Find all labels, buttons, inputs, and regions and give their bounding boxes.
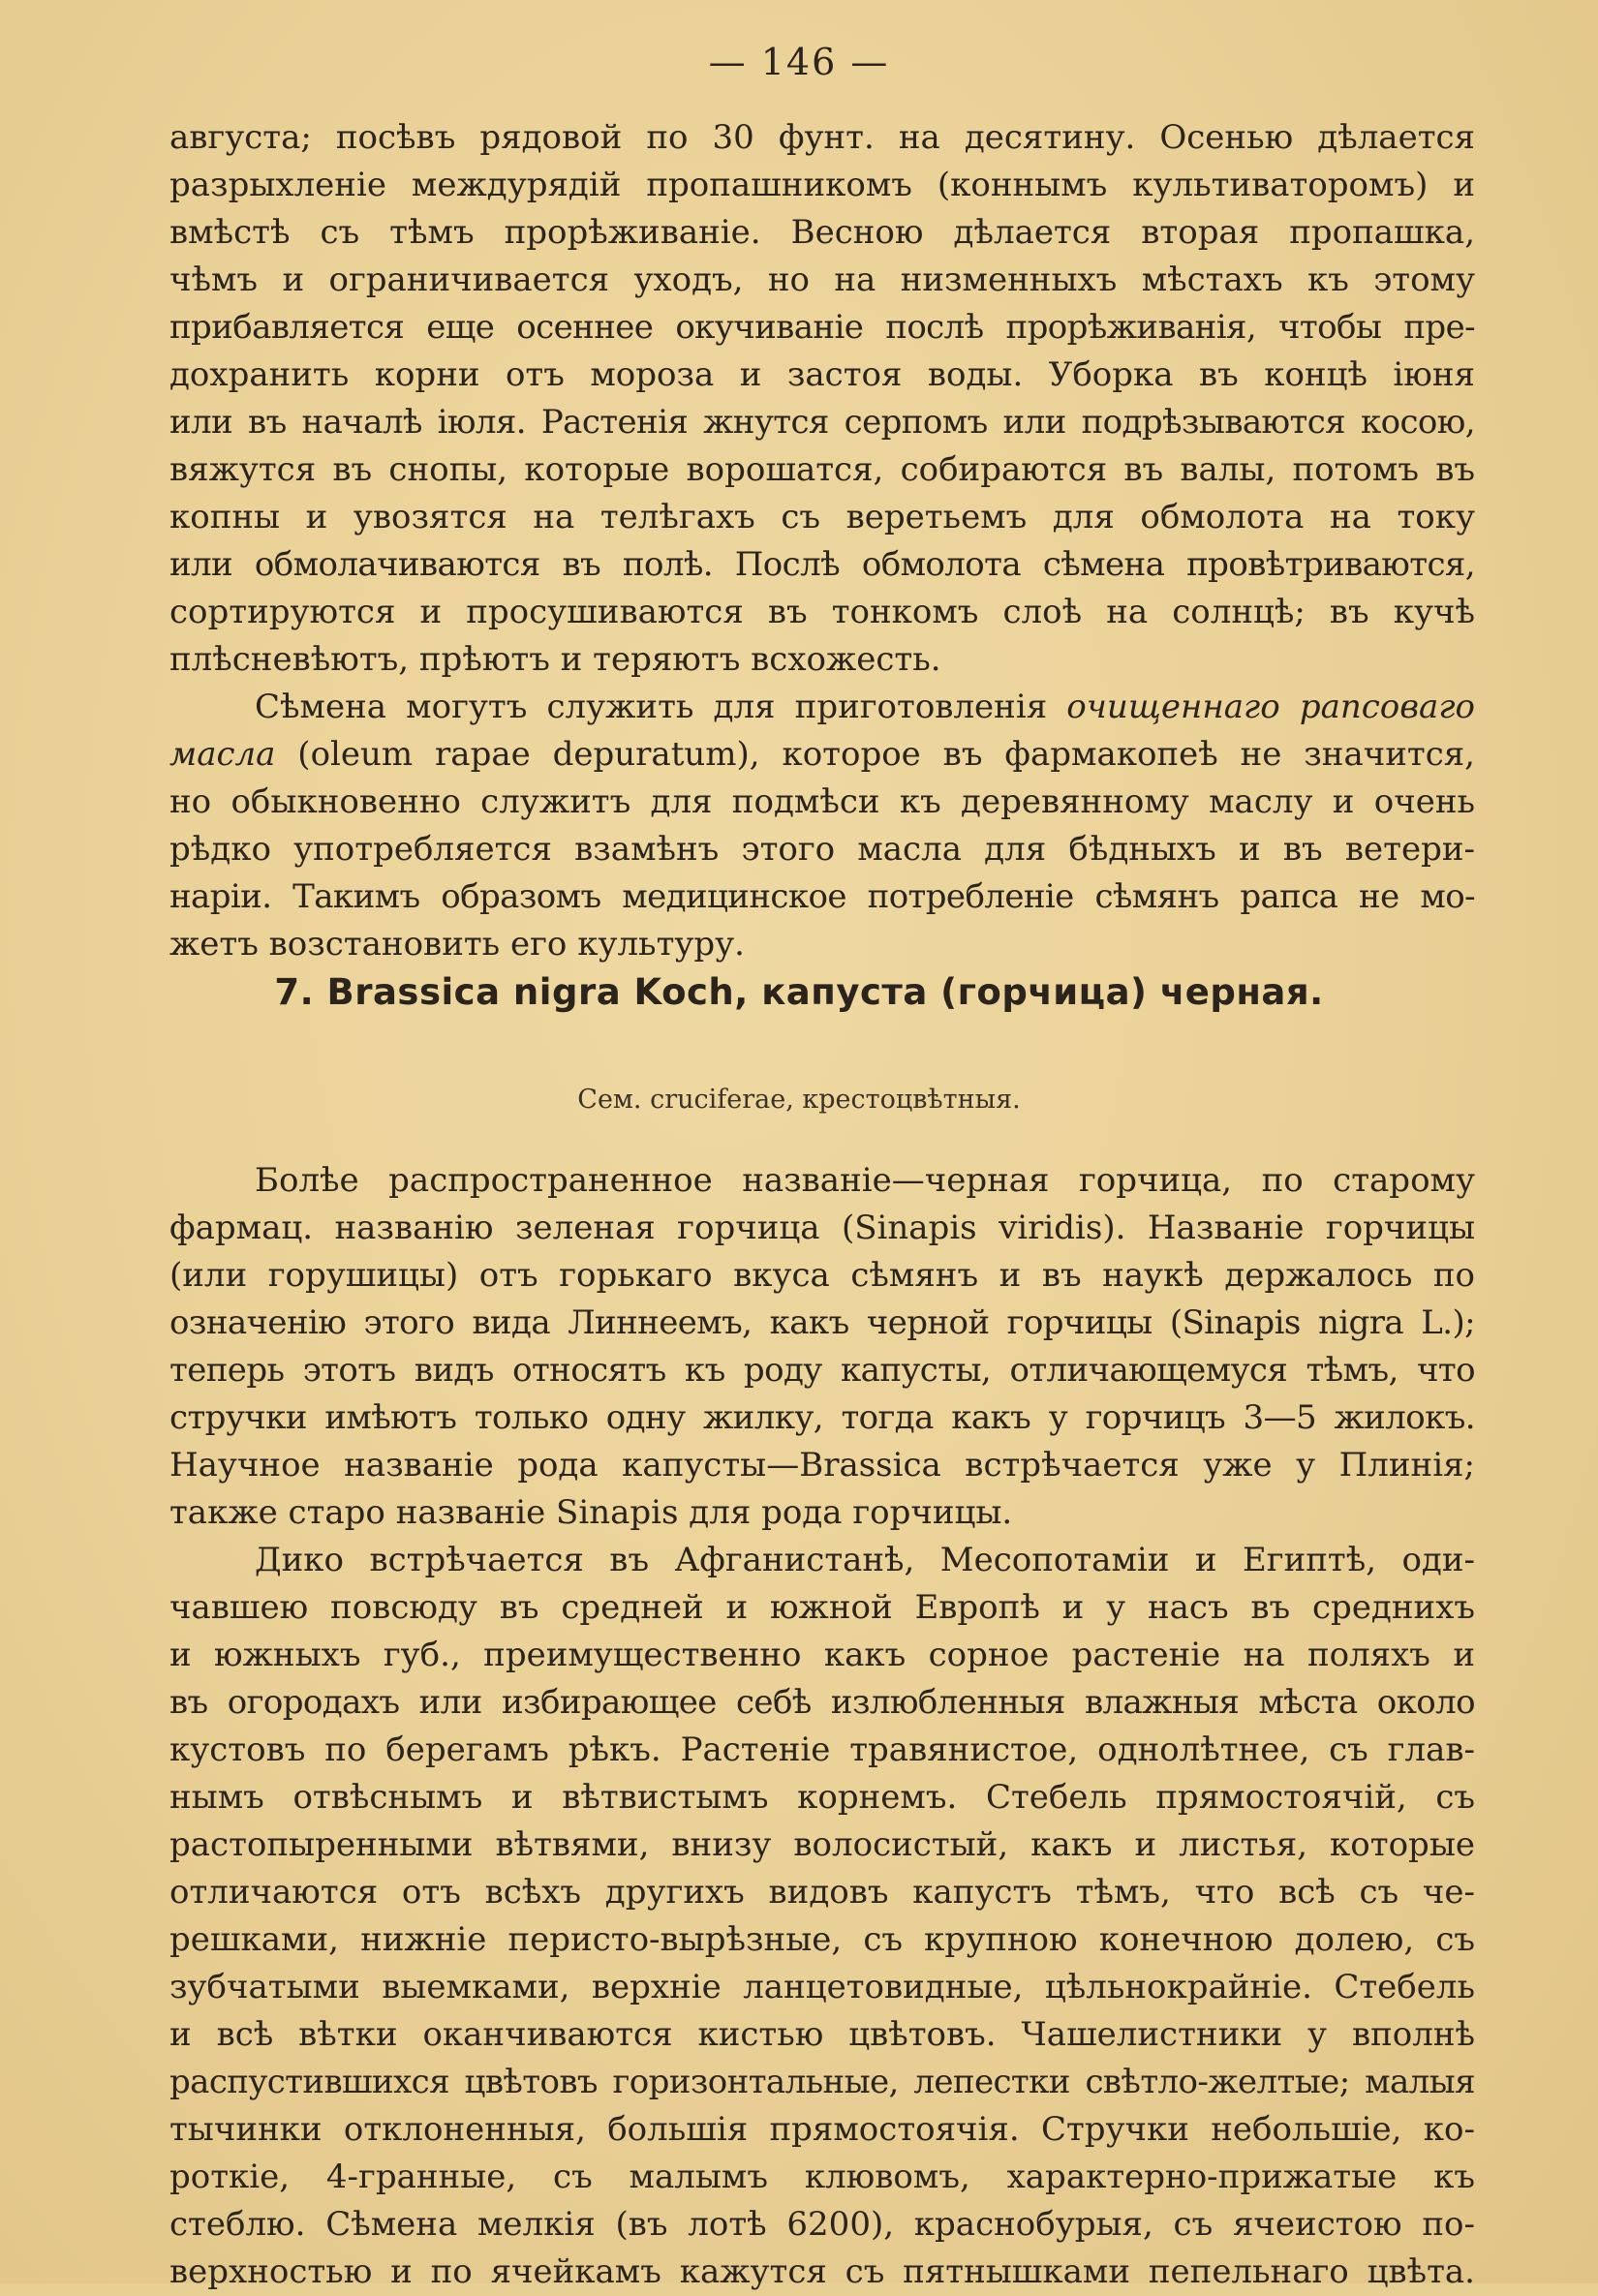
text-line xyxy=(169,731,1475,779)
text-line: Дико встрѣчается въ Афганистанѣ, Месопотаміи и Египтѣ, оди- xyxy=(255,1541,1475,1579)
text-run: Сѣмена могутъ служить для приготовленія xyxy=(255,688,1067,726)
text-line: или въ началѣ іюля. Растенія жнутся серпомъ или подрѣзываются косою, xyxy=(169,403,1475,442)
text-line: вяжутся въ снопы, которые ворошатся, собираются въ валы, потомъ въ xyxy=(169,450,1475,489)
paragraph-rapeseed-cultivation xyxy=(169,114,1475,684)
text-line: или обмолачиваются въ полѣ. Послѣ обмолота сѣмена провѣтриваются, xyxy=(169,545,1475,584)
text-line: Болѣе распространенное названіе—черная горчица, по старому xyxy=(255,1161,1475,1200)
text-line: стеблю. Сѣмена мелкія (въ лотѣ 6200), краснобурыя, съ ячеистою по- xyxy=(169,2205,1475,2244)
text-line: и всѣ вѣтки оканчиваются кистью цвѣтовъ. Чашелистники у вполнѣ xyxy=(169,2015,1475,2054)
text-line: въ огородахъ или избирающее себѣ излюбленныя влажныя мѣста около xyxy=(169,1683,1475,1722)
text-line: чѣмъ и ограничивается уходъ, но на низменныхъ мѣстахъ къ этому xyxy=(169,260,1475,299)
text-line: наріи. Такимъ образомъ медицинское потребленіе сѣмянъ рапса не мо- xyxy=(169,877,1475,916)
text-line: Научное названіе рода капусты—Brassica встрѣчается уже у Плинія; xyxy=(169,1446,1475,1485)
text-line: означенію этого вида Линнеемъ, какъ черной горчицы (Sinapis nigra L.); xyxy=(169,1303,1475,1342)
text-line: (или горушицы) отъ горькаго вкуса сѣмянъ и въ наукѣ держалось по xyxy=(169,1256,1475,1295)
text-line: также старо названіе Sinapis для рода горчицы. xyxy=(169,1493,1013,1532)
text-line: нымъ отвѣснымъ и вѣтвистымъ корнемъ. Стебель прямостоячій, съ xyxy=(169,1778,1475,1817)
text-line: чавшею повсюду въ средней и южной Европѣ и у насъ въ среднихъ xyxy=(169,1588,1475,1627)
text-line: дохранить корни отъ мороза и застоя воды. Уборка въ концѣ іюня xyxy=(169,355,1475,394)
paragraph-description xyxy=(169,1537,1475,2296)
text-line: отличаются отъ всѣхъ другихъ видовъ капустъ тѣмъ, что всѣ съ че- xyxy=(169,1873,1475,1912)
paragraph-rapeseed-oil xyxy=(169,684,1475,968)
text-line: но обыкновенно служитъ для подмѣси къ деревянному маслу и очень xyxy=(169,782,1475,821)
text-line: распустившихся цвѣтовъ горизонтальные, лепестки свѣтло-желтые; малыя xyxy=(169,2063,1475,2101)
section-heading: 7. Brassica nigra Koch, капуста (горчица) черная. xyxy=(274,971,1324,1013)
family-subheading: Сем. cruciferae, крестоцвѣтныя. xyxy=(577,1085,1021,1115)
paragraph-naming xyxy=(169,1157,1475,1537)
text-line: кустовъ по берегамъ рѣкъ. Растеніе травянистое, однолѣтнее, съ глав- xyxy=(169,1730,1475,1769)
text-line: и южныхъ губ., преимущественно какъ сорное растеніе на поляхъ и xyxy=(169,1636,1475,1674)
text-line: жетъ возстановить его культуру. xyxy=(169,925,745,964)
text-line: августа; посѣвъ рядовой по 30 фунт. на десятину. Осенью дѣлается xyxy=(169,118,1475,157)
text-run: (oleum rapae depuratum), которое въ фармакопеѣ не значится, xyxy=(275,735,1475,774)
text-line: сортируются и просушиваются въ тонкомъ слоѣ на солнцѣ; въ кучѣ xyxy=(169,593,1475,631)
text-line: копны и увозятся на телѣгахъ съ веретьемъ для обмолота на току xyxy=(169,498,1475,536)
text-line: теперь этотъ видъ относятъ къ роду капусты, отличающемуся тѣмъ, что xyxy=(169,1351,1475,1390)
text-line: растопыренными вѣтвями, внизу волосистый, какъ и листья, которые xyxy=(169,1825,1475,1864)
text-line: верхностью и по ячейкамъ кажутся съ пятнышками пепельнаго цвѣта. xyxy=(169,2252,1475,2291)
text-line: разрыхленіе междурядій пропашникомъ (коннымъ культиваторомъ) и xyxy=(169,166,1475,204)
text-line: рѣдко употребляется взамѣнъ этого масла для бѣдныхъ и въ ветери- xyxy=(169,830,1475,869)
text-line: плѣсневѣютъ, прѣютъ и теряютъ всхожесть. xyxy=(169,640,941,679)
italic-term: очищеннаго рапсоваго xyxy=(1066,688,1475,726)
text-line: фармац. названію зеленая горчица (Sinapis viridis). Названіе горчицы xyxy=(169,1209,1475,1247)
page-number: — 146 — xyxy=(708,41,890,83)
text-line: тычинки отклоненныя, большія прямостоячія. Стручки небольшіе, ко- xyxy=(169,2110,1475,2149)
text-line: вмѣстѣ съ тѣмъ прорѣживаніе. Весною дѣлается вторая пропашка, xyxy=(169,213,1475,252)
italic-term: масла xyxy=(169,735,276,774)
text-line: прибавляется еще осеннее окучиваніе послѣ прорѣживанія, чтобы пре- xyxy=(169,308,1475,347)
text-line: стручки имѣютъ только одну жилку, тогда какъ у горчицъ 3—5 жилокъ. xyxy=(169,1398,1475,1437)
text-line: решками, нижніе перисто-вырѣзные, съ крупною конечною долею, съ xyxy=(169,1920,1475,1959)
text-line xyxy=(169,684,1475,731)
text-line: роткіе, 4-гранные, съ малымъ клювомъ, характерно-прижатые къ xyxy=(169,2158,1475,2196)
text-line: зубчатыми выемками, верхніе ланцетовидные, цѣльнокрайніе. Стебель xyxy=(169,1968,1475,2006)
